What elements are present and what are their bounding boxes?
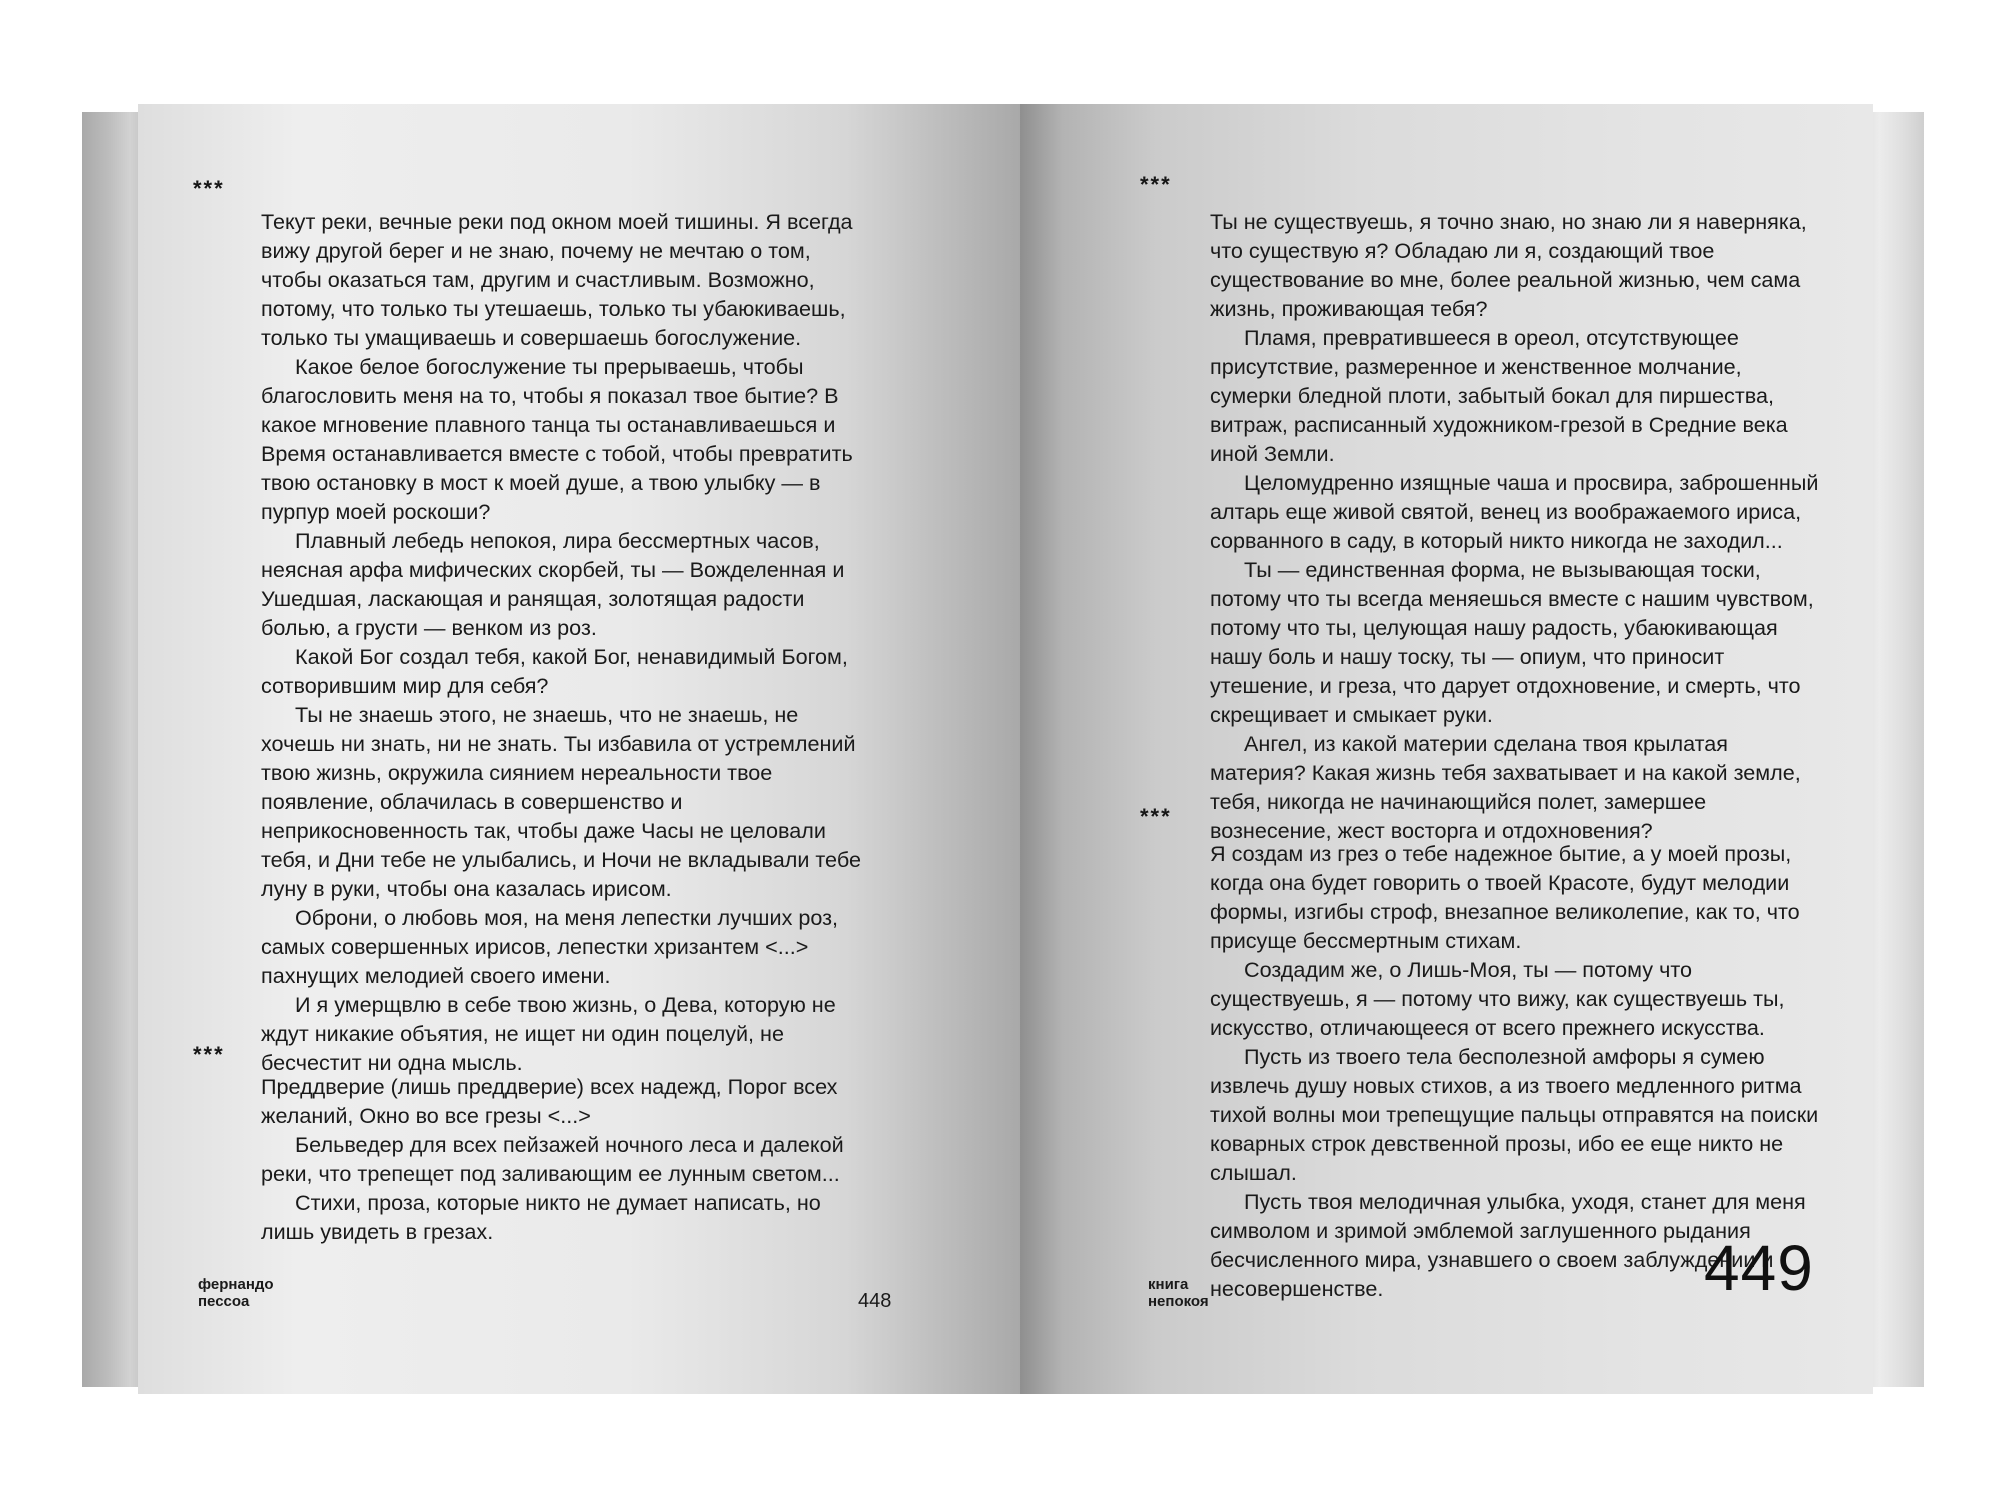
paragraph: Создадим же, о Лишь-Моя, ты — потому что существуешь, я — потому что вижу, как существуешь ты, искусство, отличающееся от всего прежнего искусства. (1210, 957, 1785, 1040)
paragraph: Пусть твоя мелодичная улыбка, уходя, станет для меня символом и зримой эмблемой заглушенного рыдания бесчисленного мира, узнавшего о своем заблуждении и несовершенстве. (1210, 1189, 1806, 1301)
paragraph: Плавный лебедь непокоя, лира бессмертных часов, неясная арфа мифических скорбей, ты — Вожделенная и Ушедшая, ласкающая и ранящая, золотящая радости болью, а грусти — венком из роз. (261, 528, 845, 640)
paragraph: Преддверие (лишь преддверие) всех надежд, Порог всех желаний, Окно во все грезы <...> (261, 1074, 838, 1128)
author-name (198, 1276, 274, 1310)
author-line: фернандо (198, 1276, 274, 1293)
book-page-edges-right (1868, 112, 1924, 1387)
paragraph: Пламя, превратившееся в ореол, отсутствующее присутствие, размеренное и женственное молчание, сумерки бледной плоти, забытый бокал для пиршества, витраж, расписанный художником-грезой в Средние века иной Земли. (1210, 325, 1788, 466)
title-line: непокоя (1148, 1293, 1209, 1310)
right-section-1 (1210, 207, 1825, 845)
right-page (1020, 104, 1873, 1394)
book-page-edges-left (82, 112, 142, 1387)
section-marker: *** (193, 1042, 225, 1067)
title-line: книга (1148, 1276, 1189, 1293)
page-number: 449 (1704, 1232, 1814, 1304)
left-section-2 (261, 1072, 866, 1246)
author-line: пессоа (198, 1293, 250, 1310)
paragraph: Бельведер для всех пейзажей ночного леса и далекой реки, что трепещет под заливающим ее лунным светом... (261, 1132, 844, 1186)
paragraph: Стихи, проза, которые никто не думает написать, но лишь увидеть в грезах. (261, 1190, 821, 1244)
paragraph: Я создам из грез о тебе надежное бытие, а у моей прозы, когда она будет говорить о твоей Красоте, будут мелодии формы, изгибы строф, внезапное великолепие, как то, что присуще бессмертным стихам. (1210, 841, 1800, 953)
paragraph: Ты — единственная форма, не вызывающая тоски, потому что ты всегда меняешься вместе с нашим чувством, потому что ты, целующая нашу радость, убаюкивающая нашу боль и нашу тоску, ты — опиум, что приносит утешение, и греза, что дарует отдохновение, и смерть, что скрещивает и смыкает руки. (1210, 557, 1814, 727)
section-marker: *** (1140, 172, 1172, 197)
paragraph: Ты не существуешь, я точно знаю, но знаю ли я наверняка, что существую я? Обладаю ли я, создающий твое существование во мне, более реальной жизнью, чем сама жизнь, проживающая тебя? (1210, 209, 1807, 321)
paragraph: Какой Бог создал тебя, какой Бог, ненавидимый Богом, сотворившим мир для себя? (261, 644, 848, 698)
left-section-1 (261, 207, 866, 1077)
paragraph: Оброни, о любовь моя, на меня лепестки лучших роз, самых совершенных ирисов, лепестки хризантем <...> пахнущих мелодией своего имени. (261, 905, 839, 988)
paragraph: Ангел, из какой материи сделана твоя крылатая материя? Какая жизнь тебя захватывает и на какой земле, тебя, никогда не начинающийся полет, замершее вознесение, жест восторга и отдохновения? (1210, 731, 1801, 843)
left-page (138, 104, 1023, 1394)
book-title (1148, 1276, 1209, 1310)
paragraph: Текут реки, вечные реки под окном моей тишины. Я всегда вижу другой берег и не знаю, почему не мечтаю о том, чтобы оказаться там, другим и счастливым. Возможно, потому, что только ты утешаешь, только ты убаюкиваешь, только ты умащиваешь и совершаешь богослужение. (261, 209, 853, 350)
paragraph: Какое белое богослужение ты прерываешь, чтобы благословить меня на то, чтобы я показал твое бытие? В какое мгновение плавного танца ты останавливаешься и Время останавливается вместе с тобой, чтобы превратить твою остановку в мост к моей душе, а твою улыбку — в пурпур моей роскоши? (261, 354, 853, 524)
paragraph: И я умерщвлю в себе твою жизнь, о Дева, которую не ждут никакие объятия, не ищет ни один поцелуй, не бесчестит ни одна мысль. (261, 992, 836, 1075)
section-marker: *** (1140, 804, 1172, 829)
page-number: 448 (858, 1290, 892, 1312)
paragraph: Пусть из твоего тела бесполезной амфоры я сумею извлечь душу новых стихов, а из твоего медленного ритма тихой волны мои трепещущие пальцы отправятся на поиски коварных строк девственной прозы, ибо ее еще никто не слышал. (1210, 1044, 1819, 1185)
paragraph: Ты не знаешь этого, не знаешь, что не знаешь, не хочешь ни знать, ни не знать. Ты избавила от устремлений твою жизнь, окружила сиянием нереальности твое появление, облачилась в совершенство и неприкосновенность так, чтобы даже Часы не целовали тебя, и Дни тебе не улыбались, и Ночи не вкладывали тебе луну в руки, чтобы она казалась ирисом. (261, 702, 861, 901)
paragraph: Целомудренно изящные чаша и просвира, заброшенный алтарь еще живой святой, венец из воображаемого ириса, сорванного в саду, в который никто никогда не заходил... (1210, 470, 1819, 553)
section-marker: *** (193, 176, 225, 201)
